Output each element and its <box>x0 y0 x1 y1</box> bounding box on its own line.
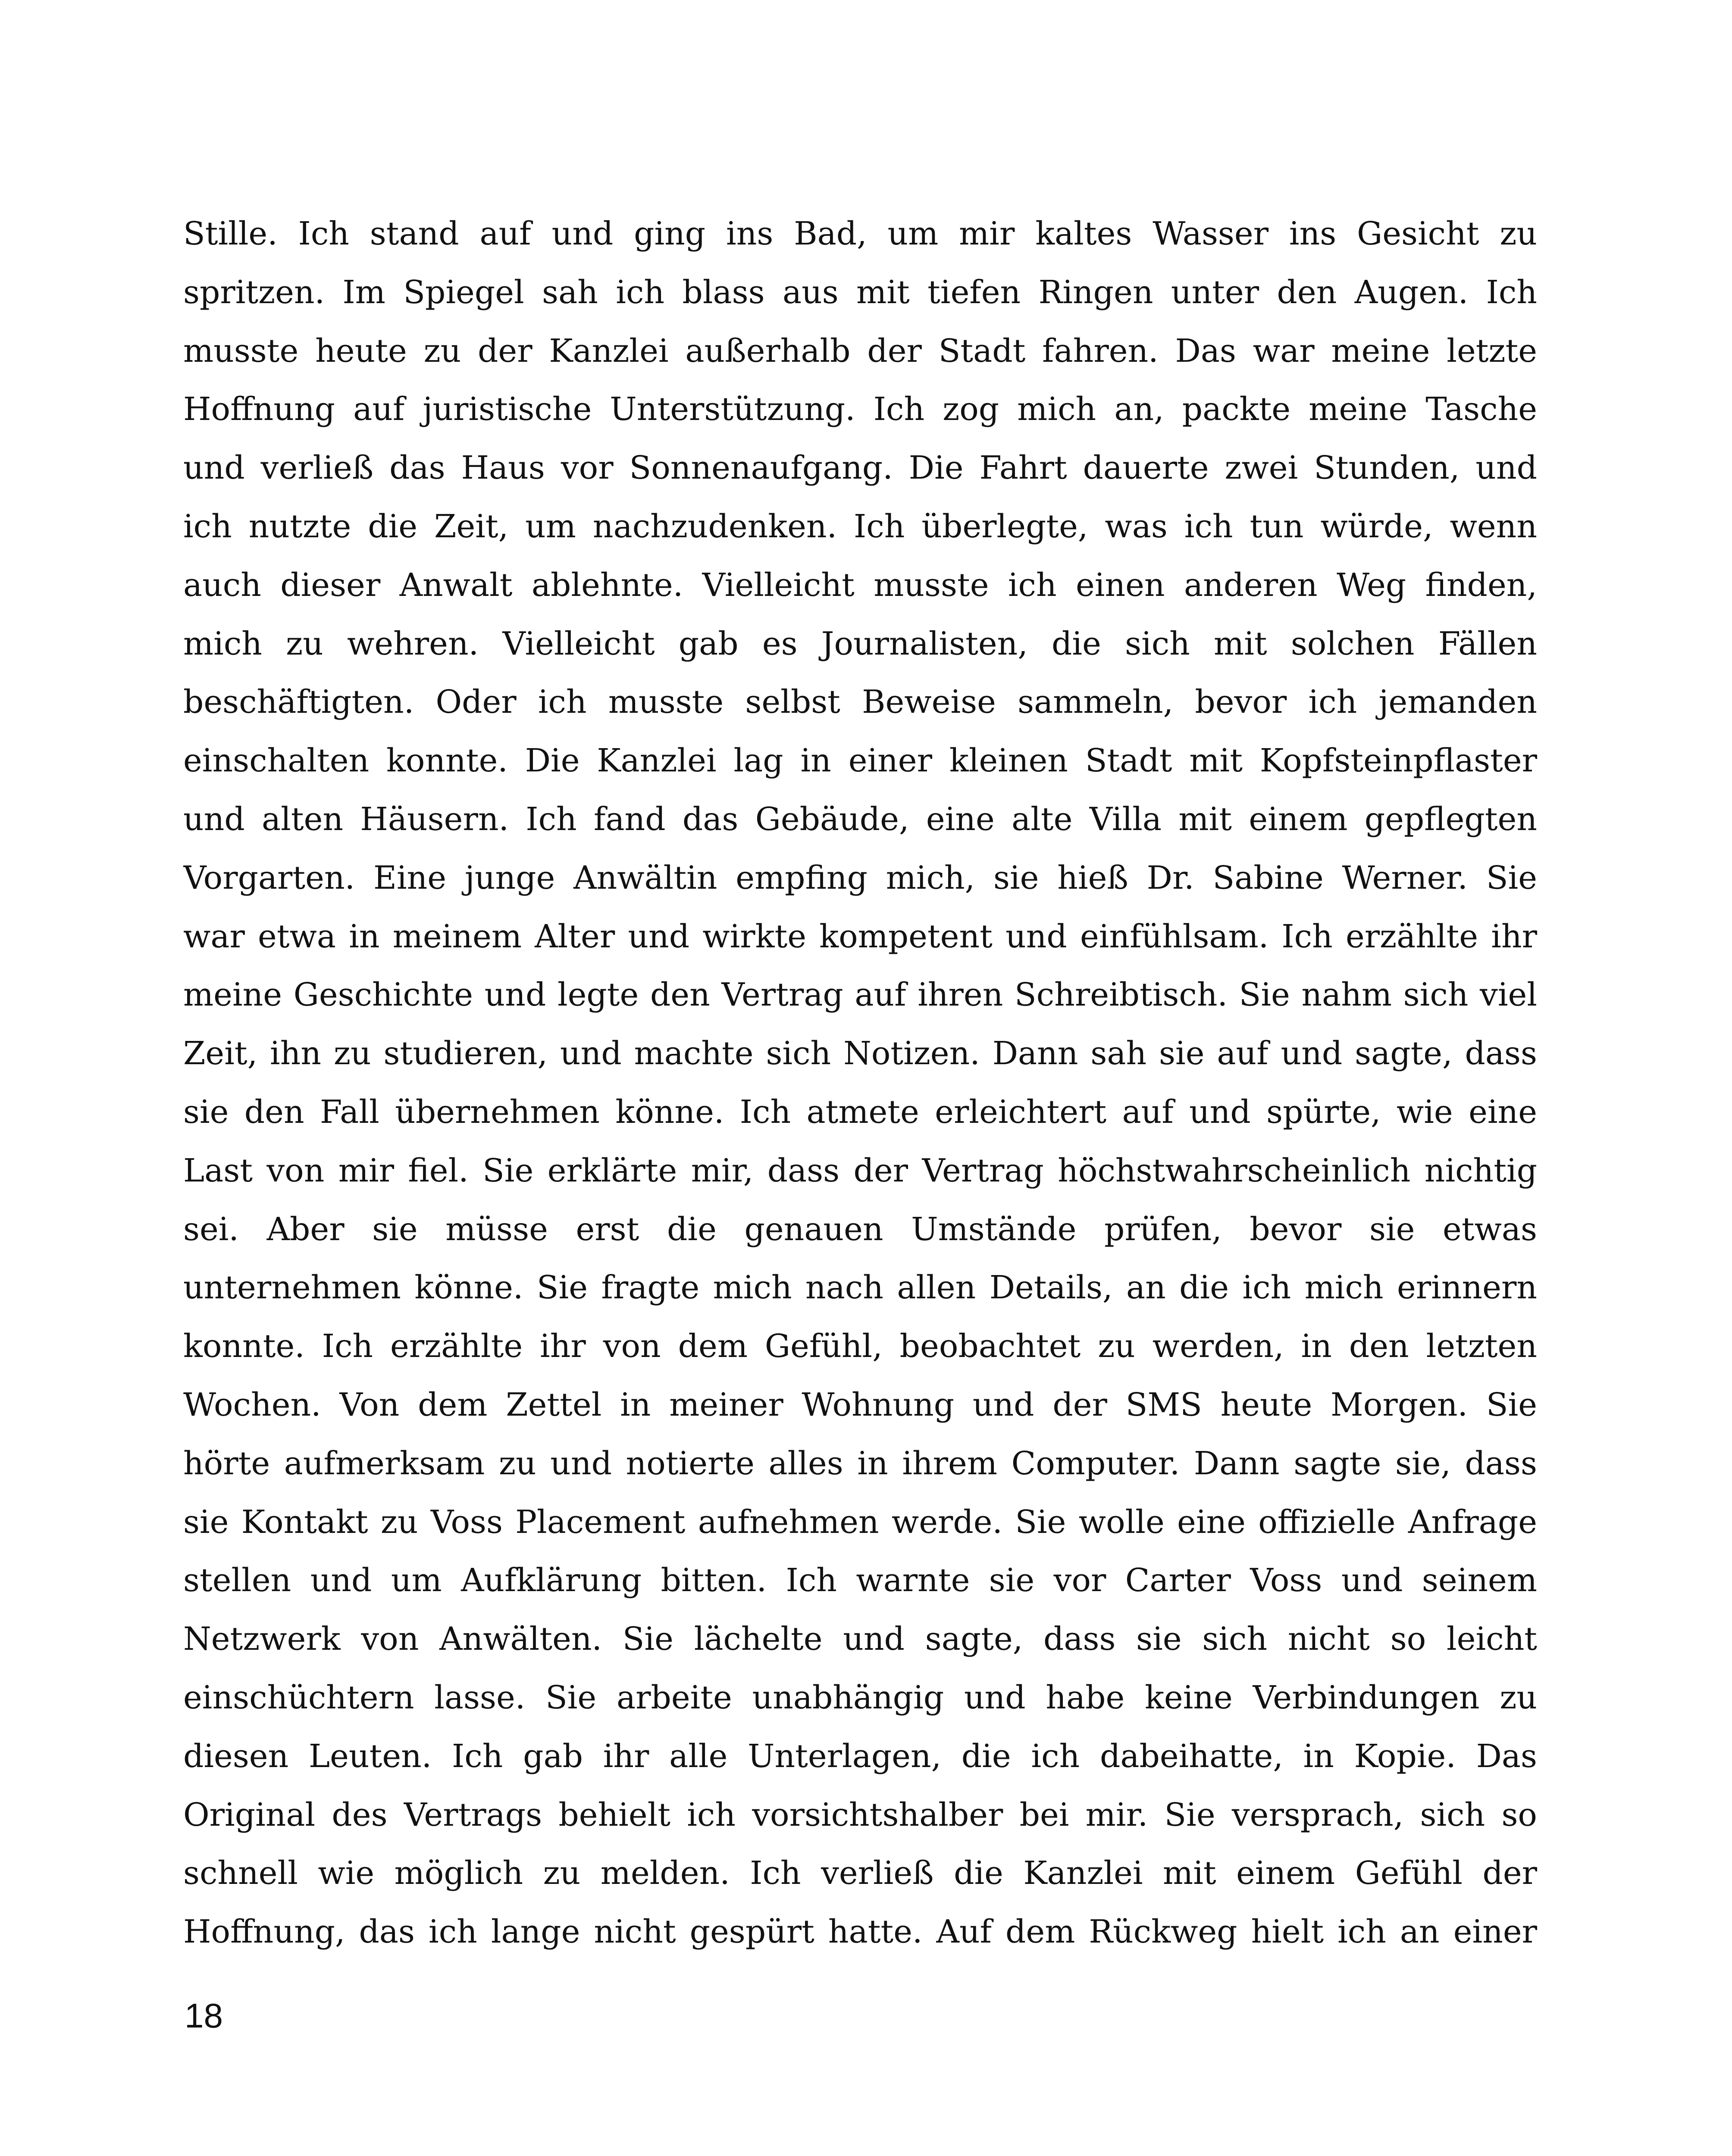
text-line: Netzwerk von Anwälten. Sie lächelte und sagte, dass sie sich nicht so leicht <box>183 1620 1537 1658</box>
text-line: sei. Aber sie müsse erst die genauen Umstände prüfen, bevor sie etwas <box>183 1210 1537 1248</box>
text-line: Hoffnung, das ich lange nicht gespürt hatte. Auf dem Rückweg hielt ich an einer <box>183 1913 1537 1951</box>
text-line: war etwa in meinem Alter und wirkte kompetent und einfühlsam. Ich erzählte ihr <box>183 918 1537 955</box>
text-line: diesen Leuten. Ich gab ihr alle Unterlagen, die ich dabeihatte, in Kopie. Das <box>183 1737 1537 1775</box>
text-line: beschäftigten. Oder ich musste selbst Beweise sammeln, bevor ich jemanden <box>183 683 1537 721</box>
text-line: ich nutzte die Zeit, um nachzudenken. Ich überlegte, was ich tun würde, wenn <box>183 508 1537 545</box>
text-line: hörte aufmerksam zu und notierte alles in ihrem Computer. Dann sagte sie, dass <box>183 1445 1537 1482</box>
text-line: einschüchtern lasse. Sie arbeite unabhängig und habe keine Verbindungen zu <box>183 1679 1537 1716</box>
text-line: Stille. Ich stand auf und ging ins Bad, um mir kaltes Wasser ins Gesicht zu <box>183 215 1537 252</box>
text-line: musste heute zu der Kanzlei außerhalb der Stadt fahren. Das war meine letzte <box>183 332 1537 370</box>
text-line: Vorgarten. Eine junge Anwältin empfing mich, sie hieß Dr. Sabine Werner. Sie <box>183 859 1537 896</box>
text-line: spritzen. Im Spiegel sah ich blass aus mit tiefen Ringen unter den Augen. Ich <box>183 273 1537 311</box>
text-line: und verließ das Haus vor Sonnenaufgang. Die Fahrt dauerte zwei Stunden, und <box>183 449 1537 487</box>
text-line: Hoffnung auf juristische Unterstützung. Ich zog mich an, packte meine Tasche <box>183 391 1537 428</box>
text-line: Zeit, ihn zu studieren, und machte sich Notizen. Dann sah sie auf und sagte, dass <box>183 1035 1537 1072</box>
text-line: Original des Vertrags behielt ich vorsichtshalber bei mir. Sie versprach, sich so <box>183 1796 1537 1833</box>
text-line: einschalten konnte. Die Kanzlei lag in einer kleinen Stadt mit Kopfsteinpflaster <box>183 742 1537 780</box>
text-line: mich zu wehren. Vielleicht gab es Journalisten, die sich mit solchen Fällen <box>183 625 1537 662</box>
text-line: stellen und um Aufklärung bitten. Ich warnte sie vor Carter Voss und seinem <box>183 1562 1537 1599</box>
text-line: und alten Häusern. Ich fand das Gebäude, eine alte Villa mit einem gepflegten <box>183 800 1537 838</box>
text-line: auch dieser Anwalt ablehnte. Vielleicht musste ich einen anderen Weg finden, <box>183 566 1537 604</box>
page-number: 18 <box>185 1996 223 2035</box>
text-line: konnte. Ich erzählte ihr von dem Gefühl, beobachtet zu werden, in den letzten <box>183 1328 1537 1365</box>
text-line: unternehmen könne. Sie fragte mich nach allen Details, an die ich mich erinnern <box>183 1269 1537 1307</box>
text-line: meine Geschichte und legte den Vertrag auf ihren Schreibtisch. Sie nahm sich viel <box>183 976 1537 1014</box>
text-line: sie den Fall übernehmen könne. Ich atmete erleichtert auf und spürte, wie eine <box>183 1093 1537 1131</box>
body-text <box>183 205 1537 1962</box>
text-line: Last von mir fiel. Sie erklärte mir, dass der Vertrag höchstwahrscheinlich nichtig <box>183 1152 1537 1189</box>
text-line: schnell wie möglich zu melden. Ich verließ die Kanzlei mit einem Gefühl der <box>183 1855 1537 1892</box>
text-line: sie Kontakt zu Voss Placement aufnehmen werde. Sie wolle eine offizielle Anfrage <box>183 1503 1537 1541</box>
text-line: Wochen. Von dem Zettel in meiner Wohnung und der SMS heute Morgen. Sie <box>183 1386 1537 1423</box>
